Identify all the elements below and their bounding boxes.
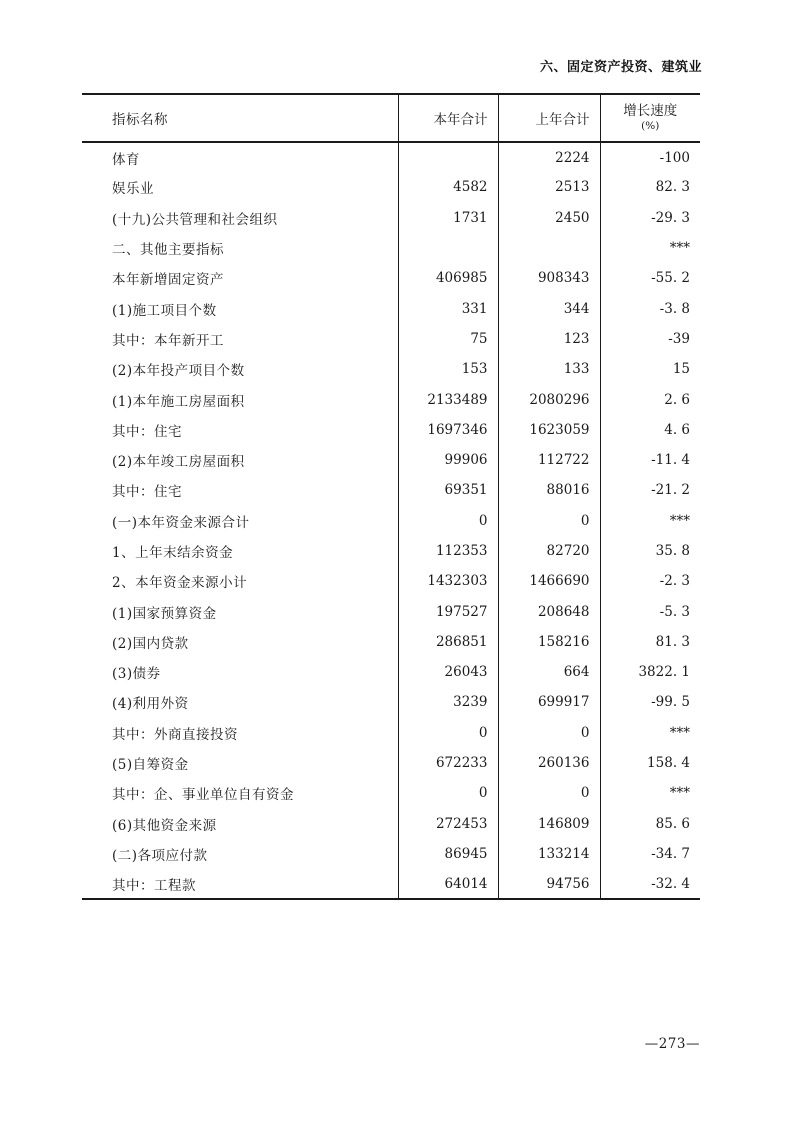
- cell-growth-rate: -2. 3: [600, 566, 700, 596]
- cell-indicator-name: (十九)公共管理和社会组织: [112, 211, 278, 228]
- table-row: [82, 596, 700, 626]
- cell-previous-year-total: [498, 233, 600, 263]
- cell-growth-rate: ***: [600, 233, 700, 263]
- cell-current-year-total: 153: [398, 354, 498, 384]
- cell-growth-rate: 81. 3: [600, 627, 700, 657]
- table-row: [82, 687, 700, 717]
- cell-previous-year-total: 112722: [498, 445, 600, 475]
- cell-growth-rate: 4. 6: [600, 415, 700, 445]
- table-row: [82, 839, 700, 869]
- cell-indicator-name: (1)本年施工房屋面积: [112, 393, 245, 410]
- table-row: [82, 718, 700, 748]
- table-row: [82, 809, 700, 839]
- table-row: [82, 233, 700, 263]
- cell-growth-rate: ***: [600, 718, 700, 748]
- cell-growth-rate: 2. 6: [600, 384, 700, 414]
- header-growth-rate: [600, 94, 700, 142]
- table-header: [82, 94, 700, 142]
- cell-current-year-total: 3239: [398, 687, 498, 717]
- cell-growth-rate: -11. 4: [600, 445, 700, 475]
- table-row: [82, 324, 700, 354]
- header-growth-rate-label: 增长速度: [623, 102, 678, 119]
- cell-previous-year-total: 82720: [498, 536, 600, 566]
- cell-current-year-total: 2133489: [398, 384, 498, 414]
- cell-current-year-total: 331: [398, 293, 498, 323]
- cell-current-year-total: 0: [398, 718, 498, 748]
- cell-indicator-name: 本年新增固定资产: [112, 272, 224, 289]
- cell-indicator-name: 其中：工程款: [112, 877, 196, 894]
- cell-current-year-total: 112353: [398, 536, 498, 566]
- cell-indicator-name: (3)债券: [112, 666, 161, 683]
- cell-growth-rate: -55. 2: [600, 263, 700, 293]
- cell-growth-rate: -5. 3: [600, 596, 700, 626]
- cell-current-year-total: 86945: [398, 839, 498, 869]
- cell-previous-year-total: 88016: [498, 475, 600, 505]
- table-row: [82, 778, 700, 808]
- cell-indicator-name: (一)本年资金来源合计: [112, 514, 250, 531]
- cell-previous-year-total: 2080296: [498, 384, 600, 414]
- cell-previous-year-total: 260136: [498, 748, 600, 778]
- cell-indicator-name: (6)其他资金来源: [112, 817, 217, 834]
- cell-growth-rate: -34. 7: [600, 839, 700, 869]
- cell-growth-rate: -99. 5: [600, 687, 700, 717]
- table-row: [82, 142, 700, 172]
- cell-growth-rate: -39: [600, 324, 700, 354]
- cell-indicator-name: (二)各项应付款: [112, 847, 208, 864]
- table-row: [82, 445, 700, 475]
- table-row: [82, 627, 700, 657]
- cell-current-year-total: [398, 233, 498, 263]
- cell-indicator-name: 其中：本年新开工: [112, 332, 224, 349]
- table-row: [82, 415, 700, 445]
- cell-indicator-name: 二、其他主要指标: [112, 242, 224, 259]
- cell-indicator-name: (2)本年投产项目个数: [112, 363, 245, 380]
- cell-growth-rate: 82. 3: [600, 172, 700, 202]
- cell-current-year-total: 286851: [398, 627, 498, 657]
- cell-current-year-total: 99906: [398, 445, 498, 475]
- cell-growth-rate: ***: [600, 778, 700, 808]
- section-title: 六、固定资产投资、建筑业: [539, 59, 702, 74]
- cell-current-year-total: 75: [398, 324, 498, 354]
- cell-current-year-total: 0: [398, 778, 498, 808]
- cell-growth-rate: 15: [600, 354, 700, 384]
- statistics-table: [82, 93, 700, 900]
- cell-current-year-total: 69351: [398, 475, 498, 505]
- cell-indicator-name: 体育: [112, 151, 140, 168]
- cell-previous-year-total: 158216: [498, 627, 600, 657]
- cell-growth-rate: ***: [600, 506, 700, 536]
- cell-previous-year-total: 133: [498, 354, 600, 384]
- cell-previous-year-total: 2450: [498, 203, 600, 233]
- cell-previous-year-total: 0: [498, 778, 600, 808]
- cell-indicator-name: 其中：住宅: [112, 484, 182, 501]
- table-row: [82, 203, 700, 233]
- table-row: [82, 293, 700, 323]
- cell-previous-year-total: 133214: [498, 839, 600, 869]
- cell-indicator-name: 2、本年资金来源小计: [112, 575, 248, 592]
- cell-indicator-name: 1、上年末结余资金: [112, 545, 234, 561]
- cell-growth-rate: 158. 4: [600, 748, 700, 778]
- cell-indicator-name: (1)国家预算资金: [112, 605, 217, 622]
- table-header-row: [82, 94, 700, 142]
- cell-current-year-total: 0: [398, 506, 498, 536]
- table-row: [82, 748, 700, 778]
- cell-current-year-total: 26043: [398, 657, 498, 687]
- cell-indicator-name: 其中：住宅: [112, 423, 182, 440]
- cell-current-year-total: 406985: [398, 263, 498, 293]
- header-indicator-name: 指标名称: [112, 112, 168, 128]
- cell-indicator-name: 其中：企、事业单位自有资金: [112, 787, 294, 804]
- cell-growth-rate: -32. 4: [600, 869, 700, 899]
- cell-previous-year-total: 1466690: [498, 566, 600, 596]
- cell-previous-year-total: 2513: [498, 172, 600, 202]
- table-row: [82, 384, 700, 414]
- header-current-year-total: 本年合计: [398, 94, 498, 142]
- cell-previous-year-total: 94756: [498, 869, 600, 899]
- header-previous-year-total: 上年合计: [498, 94, 600, 142]
- table-row: [82, 506, 700, 536]
- cell-previous-year-total: 699917: [498, 687, 600, 717]
- cell-indicator-name: (5)自筹资金: [112, 757, 189, 774]
- cell-previous-year-total: 1623059: [498, 415, 600, 445]
- cell-current-year-total: 272453: [398, 809, 498, 839]
- cell-current-year-total: 64014: [398, 869, 498, 899]
- cell-current-year-total: 1697346: [398, 415, 498, 445]
- cell-indicator-name: (4)利用外资: [112, 696, 189, 713]
- cell-growth-rate: 35. 8: [600, 536, 700, 566]
- cell-previous-year-total: 146809: [498, 809, 600, 839]
- table-row: [82, 354, 700, 384]
- cell-current-year-total: [398, 142, 498, 172]
- cell-current-year-total: 1432303: [398, 566, 498, 596]
- cell-previous-year-total: 344: [498, 293, 600, 323]
- cell-growth-rate: -29. 3: [600, 203, 700, 233]
- table-row: [82, 657, 700, 687]
- header-growth-rate-unit: (%): [641, 120, 660, 133]
- cell-previous-year-total: 0: [498, 718, 600, 748]
- cell-growth-rate: -3. 8: [600, 293, 700, 323]
- cell-growth-rate: -100: [600, 142, 700, 172]
- page-number: —273—: [644, 1036, 700, 1052]
- cell-previous-year-total: 2224: [498, 142, 600, 172]
- cell-current-year-total: 197527: [398, 596, 498, 626]
- cell-growth-rate: -21. 2: [600, 475, 700, 505]
- table-row: [82, 475, 700, 505]
- table-row: [82, 566, 700, 596]
- table-body: [82, 142, 700, 899]
- cell-previous-year-total: 908343: [498, 263, 600, 293]
- cell-previous-year-total: 208648: [498, 596, 600, 626]
- cell-current-year-total: 1731: [398, 203, 498, 233]
- cell-growth-rate: 85. 6: [600, 809, 700, 839]
- cell-current-year-total: 4582: [398, 172, 498, 202]
- table-row: [82, 869, 700, 899]
- cell-previous-year-total: 664: [498, 657, 600, 687]
- cell-growth-rate: 3822. 1: [600, 657, 700, 687]
- cell-indicator-name: (2)国内贷款: [112, 635, 189, 652]
- cell-indicator-name: 娱乐业: [112, 181, 154, 198]
- table-row: [82, 263, 700, 293]
- cell-indicator-name: (1)施工项目个数: [112, 302, 217, 319]
- table-row: [82, 172, 700, 202]
- cell-previous-year-total: 0: [498, 506, 600, 536]
- cell-indicator-name: 其中：外商直接投资: [112, 726, 238, 743]
- cell-previous-year-total: 123: [498, 324, 600, 354]
- table-row: [82, 536, 700, 566]
- cell-current-year-total: 672233: [398, 748, 498, 778]
- cell-indicator-name: (2)本年竣工房屋面积: [112, 454, 245, 471]
